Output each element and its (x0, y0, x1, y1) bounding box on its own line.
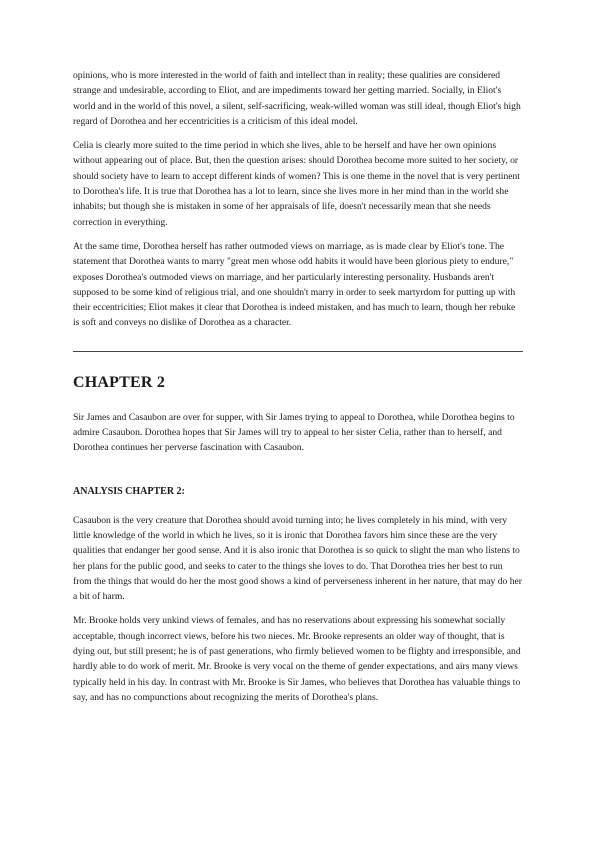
intro-paragraph-3: At the same time, Dorothea herself has rather outmoded views on marriage, as is made clear by Eliot's tone. The statement that Dorothea wants to marry "great men whose odd habits it would have been glorious piety to endure," exposes Dorothea's outmoded views on marriage, and her particularly interesting personality. Husbands aren't supposed to be some kind of religious trial, and one shouldn't marry in order to seek martyrdom for putting up with their eccentricities; Eliot makes it clear that Dorothea is indeed mistaken, and has much to learn, though her rebuke is soft and conveys no dislike of Dorothea as a character. (73, 240, 516, 329)
document-page (73, 68, 523, 714)
analysis-paragraph-2: Mr. Brooke holds very unkind views of females, and has no reservations about expressing his somewhat socially acceptable, though incorrect views, before his two nieces. Mr. Brooke represents an older way of thought, that is dying out, but still present; he is of past generations, who firmly believed women to be flighty and irresponsible, and hardly able to do work of merit. Mr. Brooke is very vocal on the theme of gender expectations, and airs many views typically held in his day. In contrast with Mr. Brooke is Sir James, who believes that Dorothea has valuable things to say, and has no compunctions about recognizing the merits of Dorothea's plans. (73, 615, 521, 703)
intro-paragraph-2: Celia is clearly more suited to the time period in which she lives, able to be herself and have her own opinions without appearing out of place. But, then the question arises: should Dorothea become more suited to her society, or should society have to learn to accept different kinds of women? This is one theme in the novel that is very pertinent to Dorothea's life. It is true that Dorothea has a lot to learn, since she lives more in her mind than in the world she inhabits; but though she is mistaken in some of her appraisals of life, doesn't necessarily mean that she needs correction in everything. (73, 140, 520, 228)
chapter-heading: CHAPTER 2 (73, 373, 166, 391)
chapter-summary: Sir James and Casaubon are over for supper, with Sir James trying to appeal to Dorothea, while Dorothea begins to admire Casaubon. Dorothea hopes that Sir James will try to appeal to her sister Celia, rather than to herself, and Dorothea continues her perverse fascination with Casaubon. (73, 411, 515, 454)
analysis-heading: ANALYSIS CHAPTER 2: (73, 485, 185, 497)
section-divider (73, 351, 523, 352)
analysis-paragraph-1: Casaubon is the very creature that Dorothea should avoid turning into; he lives completely in his mind, with very little knowledge of the world in which he lives, so it is ironic that Dorothea favors him since these are the very qualities that endanger her good sense. And it is also ironic that Dorothea is so quick to slight the man who listens to her plans for the public good, and seeks to cater to the things she loves to do. That Dorothea tries her best to run from the things that would do her the most good shows a kind of perverseness inherent in her nature, that may do her a bit of harm. (73, 514, 522, 603)
intro-paragraph-1: opinions, who is more interested in the world of faith and intellect than in reality; these qualities are considered strange and undesirable, according to Eliot, and are impediments toward her getting married. Socially, in Eliot's world and in the world of this novel, a silent, self-sacrificing, weak-willed woman was still ideal, though Eliot's high regard of Dorothea and her eccentricities is a criticism of this ideal model. (73, 70, 521, 127)
